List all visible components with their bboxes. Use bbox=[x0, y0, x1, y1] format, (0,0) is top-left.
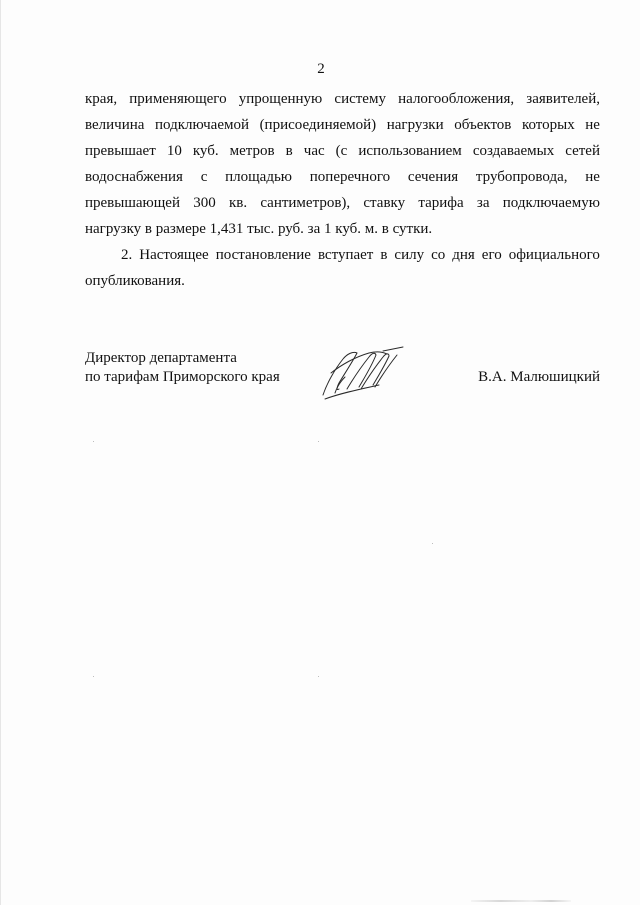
word: водоснабжения bbox=[85, 169, 183, 185]
word: использованием bbox=[358, 143, 462, 159]
word: в bbox=[380, 247, 388, 263]
word: в bbox=[285, 143, 293, 159]
word: постановление bbox=[215, 247, 311, 263]
scan-speck bbox=[318, 676, 319, 677]
word: упрощенную bbox=[238, 91, 323, 107]
paragraph-2-last-line: опубликования. bbox=[85, 273, 185, 289]
word: ставку bbox=[363, 195, 406, 211]
word: метров bbox=[229, 143, 275, 159]
word: налогообложения, bbox=[398, 91, 515, 107]
handwritten-signature bbox=[317, 343, 407, 403]
paragraph-1-line-5 bbox=[85, 190, 600, 216]
word: величина bbox=[85, 117, 145, 133]
word: вступает bbox=[317, 247, 374, 263]
word: подключаемую bbox=[502, 195, 600, 211]
word: (присоединяемой) bbox=[259, 117, 377, 133]
page-number: 2 bbox=[317, 61, 325, 77]
word: сечения bbox=[407, 169, 459, 185]
word: его bbox=[481, 247, 502, 263]
word: площадью bbox=[225, 169, 293, 185]
paragraph-1-line-4 bbox=[85, 164, 600, 190]
word: 300 bbox=[193, 195, 216, 211]
word: официального bbox=[508, 247, 600, 263]
word: нагрузки bbox=[386, 117, 444, 133]
word: (с bbox=[335, 143, 348, 159]
signatory-title-line-2: по тарифам Приморского края bbox=[85, 369, 280, 385]
scan-speck bbox=[432, 543, 433, 544]
word: 2. bbox=[121, 247, 133, 263]
signatory-name: В.А. Малюшицкий bbox=[478, 369, 600, 385]
word: Настоящее bbox=[139, 247, 209, 263]
word: трубопровода, bbox=[475, 169, 568, 185]
word: применяющего bbox=[129, 91, 227, 107]
word: которых bbox=[521, 117, 575, 133]
word: куб. bbox=[192, 143, 219, 159]
scan-speck bbox=[318, 441, 319, 442]
signatory-title-line-1: Директор департамента bbox=[85, 350, 237, 366]
word: превышающей bbox=[85, 195, 180, 211]
word: не bbox=[585, 117, 600, 133]
word: силу bbox=[394, 247, 425, 263]
word: с bbox=[200, 169, 208, 185]
paragraph-2-line-1 bbox=[85, 242, 600, 268]
word: 10 bbox=[166, 143, 182, 159]
signature-block bbox=[85, 349, 600, 409]
word: края, bbox=[85, 91, 118, 107]
word: не bbox=[585, 169, 600, 185]
word: сетей bbox=[565, 143, 600, 159]
word: со bbox=[431, 247, 446, 263]
scan-speck bbox=[93, 441, 94, 442]
document-body bbox=[85, 86, 600, 294]
word: объектов bbox=[454, 117, 512, 133]
word: дня bbox=[452, 247, 475, 263]
word: кв. bbox=[228, 195, 248, 211]
word: подключаемой bbox=[154, 117, 249, 133]
signatory-title bbox=[85, 349, 280, 387]
word: превышает bbox=[85, 143, 156, 159]
word: за bbox=[476, 195, 490, 211]
scan-edge-smudge bbox=[471, 900, 571, 902]
paragraph-1-line-1 bbox=[85, 86, 600, 112]
word: создаваемых bbox=[472, 143, 555, 159]
paragraph-1-line-2 bbox=[85, 112, 600, 138]
word: поперечного bbox=[309, 169, 391, 185]
word: сантиметров), bbox=[260, 195, 351, 211]
paragraph-1-line-6 bbox=[85, 216, 600, 242]
word: тарифа bbox=[418, 195, 464, 211]
scan-speck bbox=[93, 676, 94, 677]
paragraph-2-line-2 bbox=[85, 268, 600, 294]
paragraph-1-last-line: нагрузку в размере 1,431 тыс. руб. за 1 куб. м. в сутки. bbox=[85, 221, 433, 237]
word: час bbox=[303, 143, 325, 159]
word: систему bbox=[334, 91, 386, 107]
paragraph-1-line-3 bbox=[85, 138, 600, 164]
word: заявителей, bbox=[526, 91, 600, 107]
